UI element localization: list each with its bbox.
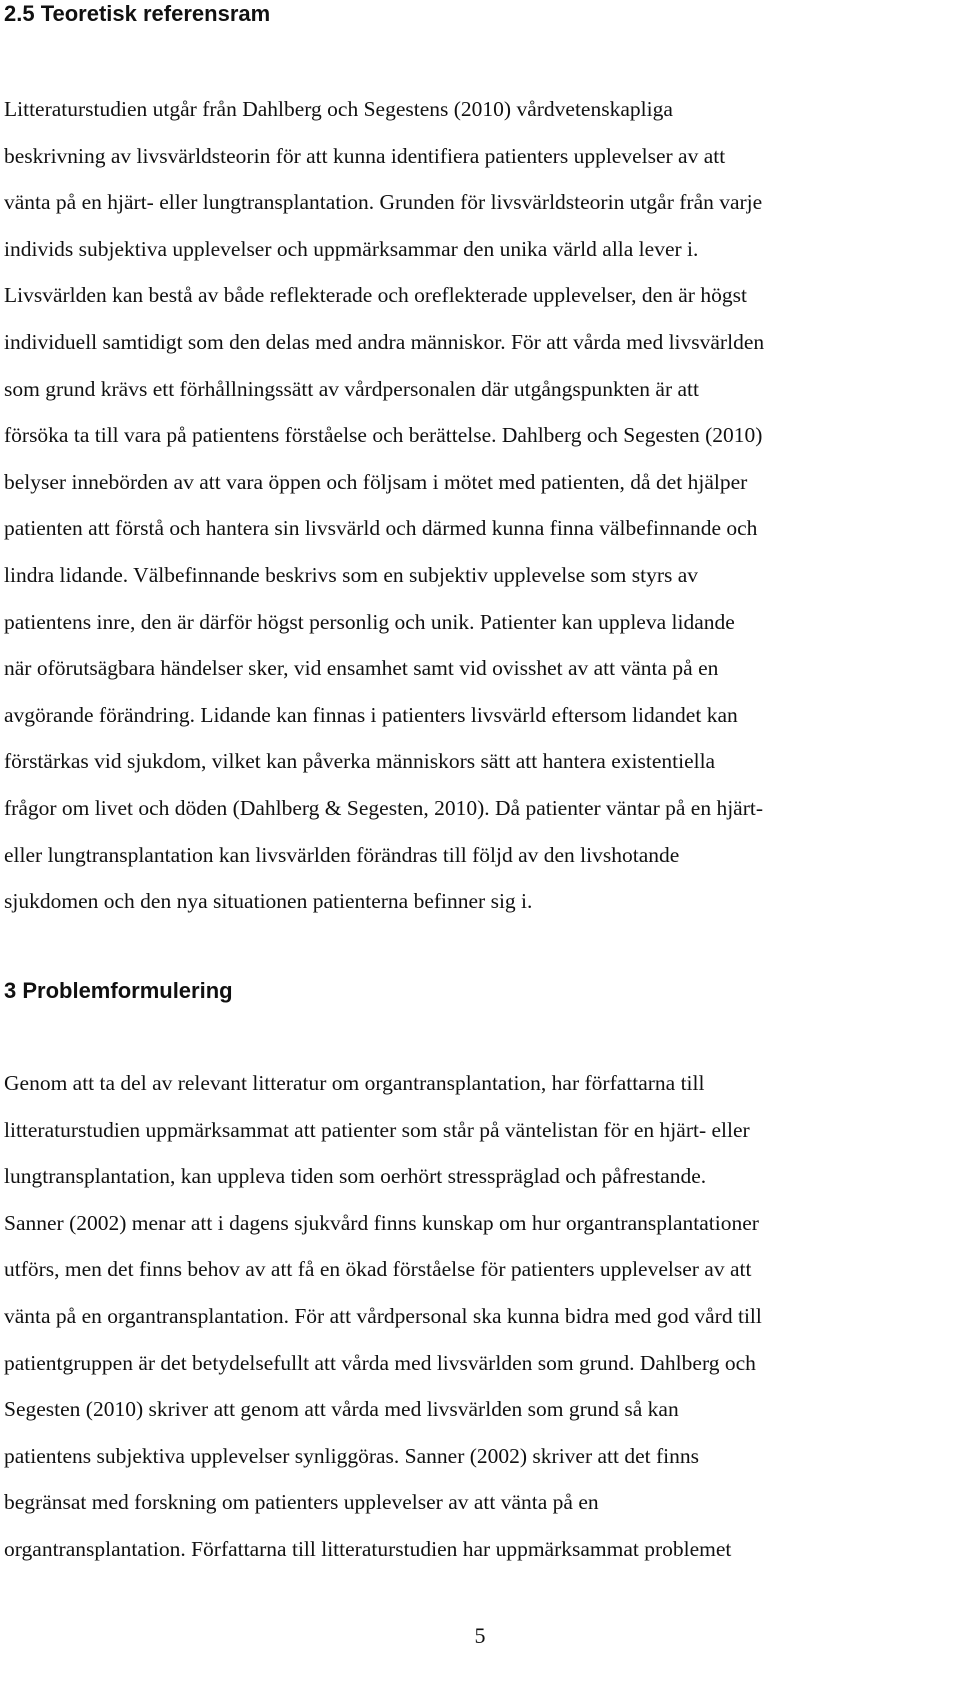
text-line: vänta på en organtransplantation. För att vårdpersonal ska kunna bidra med god vård till: [4, 1303, 762, 1328]
text-line: individs subjektiva upplevelser och uppmärksammar den unika värld alla lever i.: [4, 236, 699, 261]
text-line: patientens subjektiva upplevelser synliggöras. Sanner (2002) skriver att det finns: [4, 1443, 700, 1468]
text-line: patientens inre, den är därför högst personlig och unik. Patienter kan uppleva lidande: [4, 609, 735, 634]
text-line: beskrivning av livsvärldsteorin för att kunna identifiera patienters upplevelser av att: [4, 143, 726, 168]
text-line: lungtransplantation, kan uppleva tiden som oerhört stresspräglad och påfrestande.: [4, 1164, 707, 1189]
text-line: frågor om livet och döden (Dahlberg & Segesten, 2010). Då patienter väntar på en hjärt-: [4, 795, 764, 820]
text-line: Livsvärlden kan bestå av både reflekterade och oreflekterade upplevelser, den är högst: [4, 283, 747, 308]
text-line: lindra lidande. Välbefinnande beskrivs som en subjektiv upplevelse som styrs av: [4, 562, 699, 587]
text-line: organtransplantation. Författarna till litteraturstudien har uppmärksammat problemet: [4, 1536, 732, 1561]
paragraph-teoretisk-referensram: [4, 86, 954, 925]
page-number: 5: [474, 1623, 486, 1648]
text-line: Segesten (2010) skriver att genom att vårda med livsvärlden som grund så kan: [4, 1397, 679, 1422]
text-line: patientgruppen är det betydelsefullt att vårda med livsvärlden som grund. Dahlberg och: [4, 1350, 756, 1375]
section-heading-problemformulering: 3 Problemformulering: [4, 978, 233, 1003]
paragraph-problemformulering: [4, 1060, 954, 1573]
text-line: förstärkas vid sjukdom, vilket kan påverka människors sätt att hantera existentiella: [4, 749, 716, 774]
text-line: begränsat med forskning om patienters upplevelser av att vänta på en: [4, 1490, 599, 1515]
text-line: som grund krävs ett förhållningssätt av vårdpersonalen där utgångspunkten är att: [4, 376, 699, 401]
text-line: eller lungtransplantation kan livsvärlden förändras till följd av den livshotande: [4, 842, 680, 867]
text-line: sjukdomen och den nya situationen patienterna befinner sig i.: [4, 889, 533, 914]
text-line: belyser innebörden av att vara öppen och följsam i mötet med patienten, då det hjälper: [4, 469, 748, 494]
text-line: patienten att förstå och hantera sin livsvärld och därmed kunna finna välbefinnande och: [4, 516, 758, 541]
text-line: vänta på en hjärt- eller lungtransplantation. Grunden för livsvärldsteorin utgår från varje: [4, 190, 763, 215]
text-line: litteraturstudien uppmärksammat att patienter som står på väntelistan för en hjärt- eller: [4, 1117, 750, 1142]
text-line: avgörande förändring. Lidande kan finnas i patienters livsvärld eftersom lidandet kan: [4, 702, 738, 727]
text-line: individuell samtidigt som den delas med andra människor. För att vårda med livsvärlden: [4, 329, 765, 354]
text-line: försöka ta till vara på patientens förståelse och berättelse. Dahlberg och Segesten (2010): [4, 423, 763, 448]
text-line: Litteraturstudien utgår från Dahlberg och Segestens (2010) vårdvetenskapliga: [4, 97, 673, 121]
text-line: Sanner (2002) menar att i dagens sjukvård finns kunskap om hur organtransplantationer: [4, 1210, 759, 1235]
text-line: Genom att ta del av relevant litteratur om organtransplantation, har författarna till: [4, 1071, 705, 1095]
section-heading-teoretisk-referensram: 2.5 Teoretisk referensram: [4, 1, 271, 26]
text-line: när oförutsägbara händelser sker, vid ensamhet samt vid ovisshet av att vänta på en: [4, 656, 719, 681]
text-line: utförs, men det finns behov av att få en ökad förståelse för patienters upplevelser av att: [4, 1257, 752, 1282]
